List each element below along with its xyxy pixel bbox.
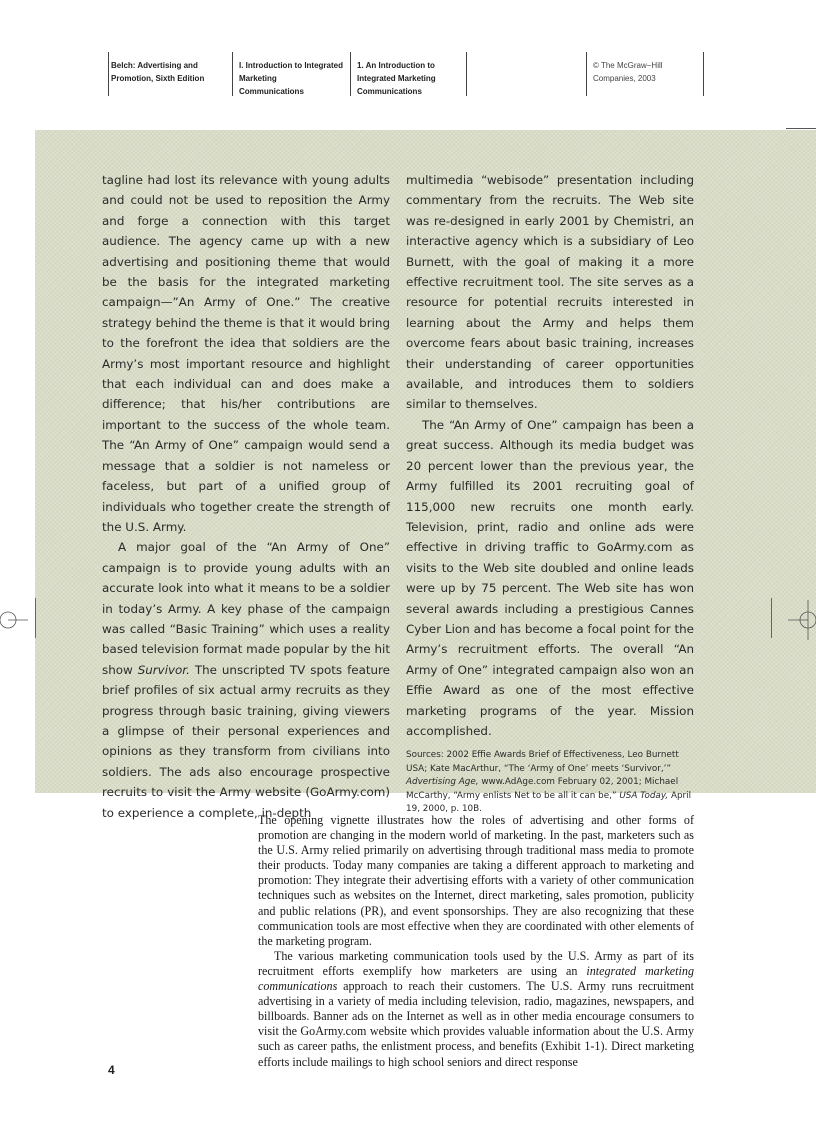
crop-rule [771,598,772,638]
body-paragraph: The various marketing communication tools used by the U.S. Army as part of its recruitment efforts exemplify how marketers are using an integrated marketing communications approach to reach their customers. The U.S. Army runs recruitment advertising in a variety of media including television, radio, magazines, newspapers, and billboards. Banner ads on the Internet as well as in other media encourage consumers to visit the GoArmy.com website which provides valuable information about the U.S. Army such as career paths, the enlistment process, and benefits (Exhibit 1-1). Direct marketing efforts include mailings to high school seniors and direct response [258,948,694,1069]
registration-mark-icon [788,600,816,640]
header-part-title: I. Introduction to Integrated Marketing Communications [232,52,350,96]
running-header [108,52,704,100]
vignette-paragraph: A major goal of the “An Army of One” campaign is to provide young adults with an accurate look into what it means to be a soldier in today’s Army. A key phase of the campaign was called “Basic Training” which uses a reality based television format made popular by the hit show Survivor. The unscripted TV spots feature brief profiles of six actual army recruits as they progress through basic training, giving viewers a glimpse of their personal experiences and opinions as they transform from civilians into soldiers. The ads also encourage prospective recruits to visit the Army website (GoArmy.com) to experience a complete, in-depth [102,540,390,820]
page-number: 4 [108,1063,115,1077]
vignette-left-column [102,170,390,823]
body-text [258,813,694,1070]
header-book-title: Belch: Advertising and Promotion, Sixth Edition [108,52,232,96]
header-empty-cell [466,52,586,96]
header-chapter-title: 1. An Introduction to Integrated Marketing Communications [350,52,466,96]
header-copyright: © The McGraw−Hill Companies, 2003 [586,52,704,96]
vignette-right-column [406,170,694,817]
body-paragraph: The opening vignette illustrates how the roles of advertising and other forms of promotion are changing in the modern world of marketing. In the past, marketers such as the U.S. Army relied primarily on advertising through traditional mass media to promote their products. Today many companies are taking a different approach to marketing and promotion: They integrate their advertising efforts with a variety of other communication techniques such as websites on the Internet, direct marketing, sales promotion, publicity and public relations (PR), and event sponsorships. They are also recognizing that these communication tools are most effective when they are coordinated with other elements of the marketing program. [258,813,694,948]
trim-tick [786,128,816,129]
vignette-paragraph: tagline had lost its relevance with young adults and could not be used to reposition the Army and forge a connection with this target audience. The agency came up with a new advertising and positioning theme that would be the basis for the integrated marketing campaign—”An Army of One.” The creative strategy behind the theme is that it would bring to the forefront the idea that soldiers are the Army’s most important resource and highlight that each individual can and does make a difference; that his/her contributions are important to the success of the whole team. The “An Army of One” campaign would send a message that a soldier is not nameless or faceless, but part of a unified group of individuals who together create the strength of the U.S. Army. [102,173,390,534]
vignette-paragraph: multimedia “webisode” presentation including commentary from the recruits. The Web site was re-designed in early 2001 by Chemistri, an interactive agency which is a subsidiary of Leo Burnett, with the goal of making it a more effective recruitment tool. The site serves as a resource for potential recruits interested in learning about the Army and helps them overcome fears about basic training, increases their understanding of career opportunities available, and introduces them to soldiers similar to themselves. [406,173,694,412]
crop-rule [35,598,36,638]
registration-mark-icon [0,600,28,640]
vignette-paragraph: The “An Army of One” campaign has been a great success. Although its media budget was 20 percent lower than the previous year, the Army fulfilled its 2001 recruiting goal of 115,000 new recruits one month early. Television, print, radio and online ads were effective in driving traffic to GoArmy.com as visits to the Web site doubled and online leads were up by 75 percent. The Web site has won several awards including a prestigious Cannes Cyber Lion and has become a focal point for the Army’s recruitment efforts. The overall “An Army of One” integrated campaign also won an Effie Award as one of the most effective marketing programs of the year. Mission accomplished. [406,417,694,738]
vignette-sources: Sources: 2002 Effie Awards Brief of Effectiveness, Leo Burnett USA; Kate MacArthur, “The ‘Army of One’ meets ‘Survivor,’” Advertising Age, www.AdAge.com February 02, 2001; Michael McCarthy, “Army enlists Net to be all it can be,” USA Today, April 19, 2000, p. 10B. [406,750,692,815]
